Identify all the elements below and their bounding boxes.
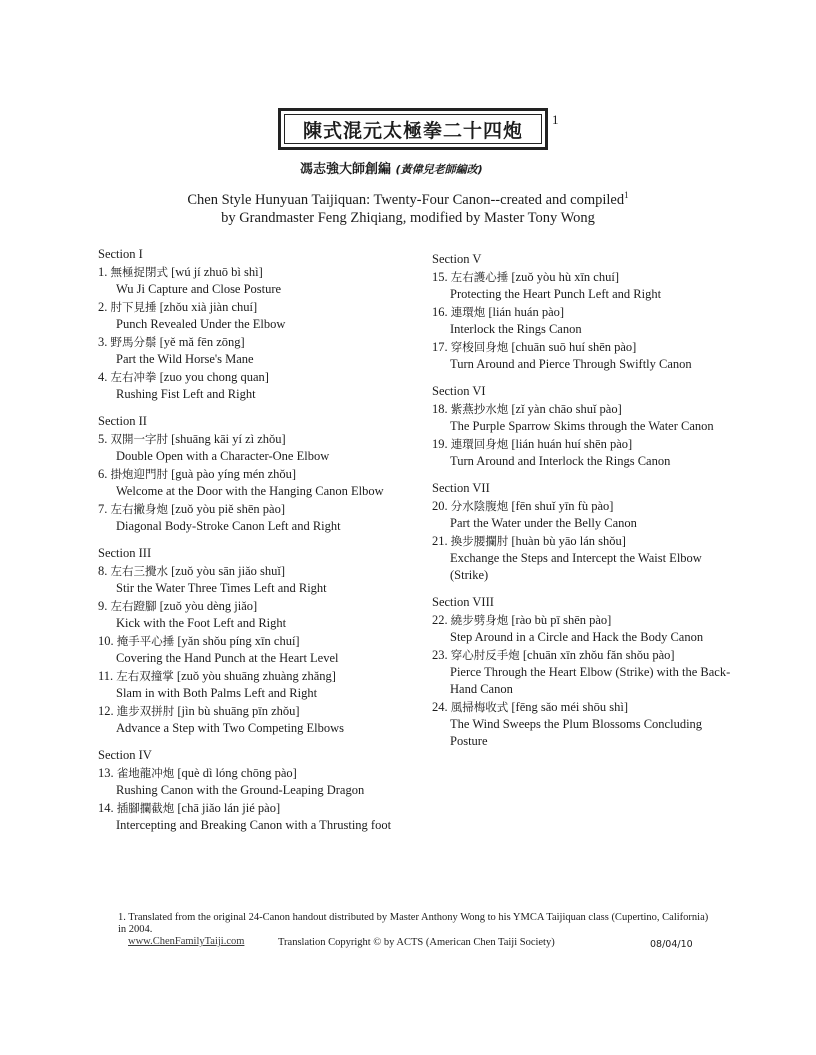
move-name-chinese: 進步双拼肘: [116, 704, 175, 718]
move-name-chinese: 連環回身炮: [450, 437, 509, 451]
section-title: Section III: [98, 546, 152, 560]
move-name-chinese: 插腳攔截炮: [116, 801, 175, 815]
english-title: [150, 186, 666, 227]
move-number: 19.: [432, 437, 448, 451]
move-pinyin: [yě mǎ fēn zōng]: [159, 335, 245, 349]
move-number: 22.: [432, 613, 448, 627]
move-name-chinese: 左右双撞掌: [116, 669, 174, 683]
list-item: [98, 563, 428, 597]
move-name-chinese: 左右冲拳: [110, 370, 157, 384]
english-title-line1: Chen Style Hunyuan Taijiquan: Twenty-Four Canon--created and compiled: [187, 191, 625, 208]
list-item: [432, 533, 732, 584]
move-pinyin: [fēn shuǐ yīn fù pào]: [511, 499, 614, 513]
move-name-english: Slam in with Both Palms Left and Right: [116, 686, 318, 700]
move-number: 23.: [432, 648, 448, 662]
move-name-chinese: 換步腰攔肘: [450, 534, 509, 548]
section: [98, 246, 428, 403]
move-name-chinese: 分水陰腹炮: [450, 499, 509, 513]
move-pinyin: [chā jiǎo lán jié pào]: [177, 801, 281, 815]
move-name-chinese: 左右撇身炮: [110, 502, 168, 516]
section-title: Section VI: [432, 384, 486, 398]
section: [98, 747, 428, 834]
move-pinyin: [zǐ yàn chāo shuǐ pào]: [511, 402, 622, 416]
list-item: [432, 401, 732, 435]
list-item: [98, 800, 428, 834]
section: [98, 413, 428, 535]
move-name-chinese: 肘下見捶: [110, 300, 157, 314]
subtitle-author: 馮志強大師創編: [300, 162, 392, 177]
move-name-english: Interlock the Rings Canon: [450, 322, 582, 336]
move-pinyin: [zhǒu xià jiàn chuí]: [159, 300, 258, 314]
section-title: Section I: [98, 247, 143, 261]
list-item: [98, 466, 428, 500]
move-name-english: Pierce Through the Heart Elbow (Strike) with the Back-Hand Canon: [450, 665, 731, 696]
website-link[interactable]: www.ChenFamilyTaiji.com: [128, 936, 245, 947]
move-number: 13.: [98, 766, 114, 780]
move-name-chinese: 無極捉閉式: [110, 265, 168, 279]
section-title: Section VII: [432, 481, 490, 495]
section: [432, 594, 732, 750]
move-pinyin: [shuāng kāi yí zì zhǒu]: [171, 432, 286, 446]
move-number: 5.: [98, 432, 108, 446]
move-number: 18.: [432, 402, 448, 416]
list-item: [98, 633, 428, 667]
list-item: [98, 668, 428, 702]
list-item: [98, 598, 428, 632]
move-number: 15.: [432, 270, 448, 284]
move-name-chinese: 掩手平心捶: [116, 634, 175, 648]
move-name-english: Intercepting and Breaking Canon with a Thrusting foot: [116, 818, 392, 832]
subtitle-chinese: [300, 158, 550, 177]
move-pinyin: [zuǒ yòu shuāng zhuàng zhǎng]: [176, 669, 336, 683]
list-item: [432, 612, 732, 646]
section: [98, 545, 428, 737]
move-pinyin: [lián huán pào]: [488, 305, 565, 319]
move-number: 1.: [98, 265, 108, 279]
left-column: [98, 246, 428, 844]
move-pinyin: [wú jí zhuō bì shì]: [171, 265, 263, 279]
section-title: Section II: [98, 414, 147, 428]
section: [432, 480, 732, 584]
move-number: 17.: [432, 340, 448, 354]
list-item: [432, 304, 732, 338]
move-name-english: Advance a Step with Two Competing Elbows: [116, 721, 345, 735]
list-item: [98, 264, 428, 298]
move-number: 24.: [432, 700, 448, 714]
move-pinyin: [zuǒ yòu sān jiǎo shuǐ]: [171, 564, 285, 578]
move-name-english: The Wind Sweeps the Plum Blossoms Concluding Posture: [450, 717, 703, 748]
move-pinyin: [chuān xīn zhǒu fǎn shǒu pào]: [522, 648, 675, 662]
move-name-english: Punch Revealed Under the Elbow: [116, 317, 286, 331]
list-item: [98, 431, 428, 465]
move-pinyin: [chuān suō huí shēn pào]: [511, 340, 637, 354]
list-item: [432, 647, 732, 698]
move-name-english: Protecting the Heart Punch Left and Right: [450, 287, 662, 301]
right-column: [432, 251, 732, 760]
move-pinyin: [zuo you chong quan]: [159, 370, 269, 384]
move-name-chinese: 穿心肘反手炮: [450, 648, 520, 662]
move-name-english: Covering the Hand Punch at the Heart Level: [116, 651, 339, 665]
move-name-chinese: 繞步劈身炮: [450, 613, 509, 627]
list-item: [98, 703, 428, 737]
move-name-english: Rushing Canon with the Ground-Leaping Dragon: [116, 783, 365, 797]
move-name-chinese: 穿梭回身炮: [450, 340, 509, 354]
section: [432, 383, 732, 470]
move-pinyin: [jìn bù shuāng pīn zhǒu]: [177, 704, 300, 718]
section-title: Section VIII: [432, 595, 494, 609]
move-name-english: Part the Wild Horse's Mane: [116, 352, 254, 366]
list-item: [432, 269, 732, 303]
section-title: Section IV: [98, 748, 152, 762]
move-name-chinese: 掛炮迎門肘: [110, 467, 168, 481]
copyright-notice: Translation Copyright © by ACTS (American Chen Taiji Society): [278, 937, 555, 948]
section-title: Section V: [432, 252, 482, 266]
subtitle-modifier: (黃偉兒老師編改): [395, 163, 483, 176]
move-name-chinese: 紫燕抄水炮: [450, 402, 509, 416]
move-pinyin: [fēng sǎo méi shōu shì]: [511, 700, 629, 714]
list-item: [98, 369, 428, 403]
move-name-english: Rushing Fist Left and Right: [116, 387, 256, 401]
move-number: 2.: [98, 300, 108, 314]
move-pinyin: [guà pào yíng mén zhǒu]: [171, 467, 297, 481]
move-number: 21.: [432, 534, 448, 548]
move-number: 9.: [98, 599, 108, 613]
move-name-chinese: 連環炮: [450, 305, 486, 319]
list-item: [432, 498, 732, 532]
title-chinese: 陳式混元太極拳二十四炮: [302, 119, 523, 142]
move-pinyin: [zuǒ yòu hù xīn chuí]: [511, 270, 619, 284]
move-number: 16.: [432, 305, 448, 319]
move-name-chinese: 風掃梅收式: [450, 700, 509, 714]
title-footnote-mark: 1: [552, 112, 559, 127]
move-name-english: Kick with the Foot Left and Right: [116, 616, 287, 630]
move-name-english: The Purple Sparrow Skims through the Water Canon: [450, 419, 714, 433]
move-name-chinese: 野馬分鬃: [110, 335, 157, 349]
move-pinyin: [lián huán huí shēn pào]: [511, 437, 633, 451]
list-item: [98, 765, 428, 799]
move-name-chinese: 双開一字肘: [110, 432, 168, 446]
move-name-english: Double Open with a Character-One Elbow: [116, 449, 330, 463]
move-name-english: Turn Around and Interlock the Rings Canon: [450, 454, 671, 468]
section: [432, 251, 732, 373]
move-pinyin: [zuǒ yòu piě shēn pào]: [171, 502, 285, 516]
english-title-line2: by Grandmaster Feng Zhiqiang, modified by Master Tony Wong: [221, 209, 595, 226]
move-number: 11.: [98, 669, 114, 683]
move-name-chinese: 左右護心捶: [450, 270, 509, 284]
move-pinyin: [yǎn shǒu píng xīn chuí]: [177, 634, 300, 648]
move-name-english: Part the Water under the Belly Canon: [450, 516, 637, 530]
move-name-english: Welcome at the Door with the Hanging Canon Elbow: [116, 484, 384, 498]
english-title-footnote-mark: 1: [624, 190, 629, 200]
list-item: [432, 699, 732, 750]
move-name-english: Exchange the Steps and Intercept the Waist Elbow (Strike): [450, 551, 702, 582]
move-number: 14.: [98, 801, 114, 815]
list-item: [98, 299, 428, 333]
move-name-english: Diagonal Body-Stroke Canon Left and Right: [116, 519, 341, 533]
move-pinyin: [què dì lóng chōng pào]: [177, 766, 297, 780]
move-name-chinese: 雀地龍冲炮: [116, 766, 175, 780]
footnote: 1. Translated from the original 24-Canon handout distributed by Master Anthony Wong to his YMCA Taijiquan class (Cupertino, California) in 2004.: [118, 912, 709, 935]
list-item: [432, 339, 732, 373]
move-name-english: Wu Ji Capture and Close Posture: [116, 282, 282, 296]
move-name-chinese: 左右蹬腳: [110, 599, 157, 613]
move-number: 3.: [98, 335, 108, 349]
list-item: [98, 501, 428, 535]
move-pinyin: [rào bù pī shēn pào]: [511, 613, 612, 627]
move-number: 8.: [98, 564, 108, 578]
move-name-english: Turn Around and Pierce Through Swiftly Canon: [450, 357, 692, 371]
move-number: 4.: [98, 370, 108, 384]
move-number: 7.: [98, 502, 108, 516]
move-number: 20.: [432, 499, 448, 513]
move-number: 10.: [98, 634, 114, 648]
list-item: [432, 436, 732, 470]
document-date: 08/04/10: [650, 939, 693, 950]
move-name-english: Stir the Water Three Times Left and Right: [116, 581, 327, 595]
move-pinyin: [huàn bù yāo lán shǒu]: [511, 534, 626, 548]
move-pinyin: [zuǒ yòu dèng jiǎo]: [159, 599, 258, 613]
move-name-chinese: 左右三攪水: [110, 564, 168, 578]
move-number: 12.: [98, 704, 114, 718]
move-name-english: Step Around in a Circle and Hack the Body Canon: [450, 630, 704, 644]
title-box: [278, 108, 548, 150]
move-number: 6.: [98, 467, 108, 481]
list-item: [98, 334, 428, 368]
